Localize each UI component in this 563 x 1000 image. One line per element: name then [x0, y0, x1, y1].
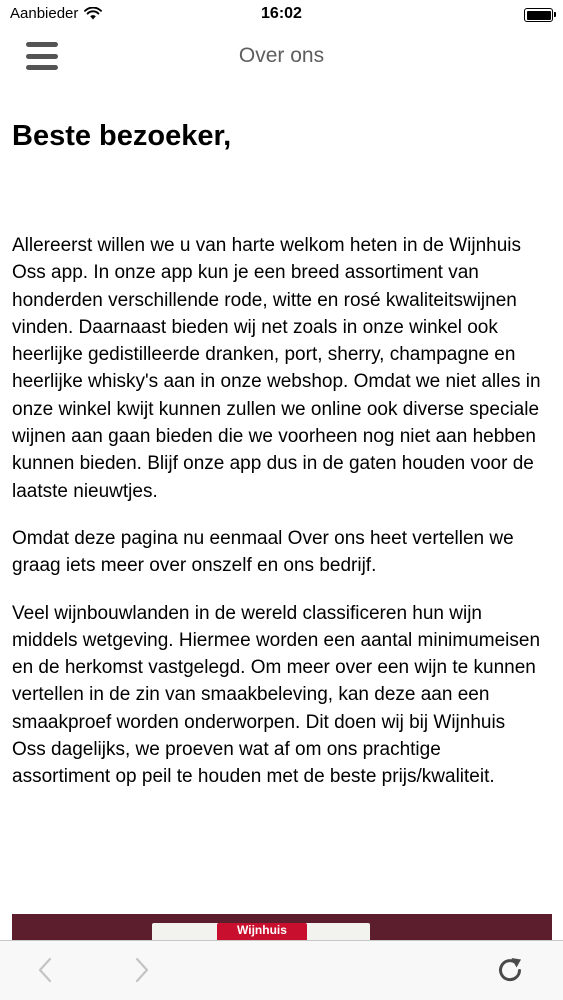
battery-level [527, 11, 551, 20]
content-heading: Beste bezoeker, [12, 120, 232, 152]
battery-icon [524, 8, 553, 22]
status-bar [0, 0, 563, 30]
paragraph-classification: Veel wijnbouwlanden in de wereld classificeren hun wijn middels wetgeving. Hiermee worden een aantal minimumeisen en de herkomst vastgelegd. Om meer over een wijn te kunnen vertellen in de zin van smaakbeleving, kan deze aan een smaakproef worden onderworpen. Dit doen wij bij Wijnhuis Oss dagelijks, we proeven wat af om ons prachtige assortiment op peil te houden met de beste prijs/kwaliteit. [12, 602, 541, 788]
wijnhuis-logo: Wijnhuis [217, 923, 307, 942]
chevron-right-icon [127, 955, 157, 985]
reload-button[interactable] [495, 955, 525, 985]
nav-bar [0, 30, 563, 84]
status-time: 16:02 [261, 5, 302, 22]
reload-icon [495, 955, 525, 985]
forward-button[interactable] [127, 955, 157, 985]
back-button[interactable] [31, 955, 61, 985]
page-title: Over ons [238, 44, 325, 67]
paragraph-about: Omdat deze pagina nu eenmaal Over ons heet vertellen we graag iets meer over onszelf en ons bedrijf. [12, 527, 514, 577]
content-area[interactable] [12, 110, 544, 900]
paragraph-welcome: Allereerst willen we u van harte welkom heten in de Wijnhuis Oss app. In onze app kun je een breed assortiment van honderden verschillende rode, witte en rosé kwaliteitswijnen vinden. Daarnaast bieden wij net zoals in onze winkel ook heerlijke gedistilleerde dranken, port, sherry, champagne en heerlijke whisky's aan in onze webshop. Omdat we niet alles in onze winkel kwijt kunnen zullen we online ook diverse speciale wijnen aan gaan bieden die we voorheen nog niet aan hebben kunnen bieden. Blijf onze app dus in de gaten houden voor de laatste nieuwtjes. [12, 235, 541, 502]
browser-toolbar [0, 940, 563, 1000]
store-banner-image [12, 914, 552, 942]
chevron-left-icon [31, 955, 61, 985]
carrier-label: Aanbieder [10, 5, 79, 22]
